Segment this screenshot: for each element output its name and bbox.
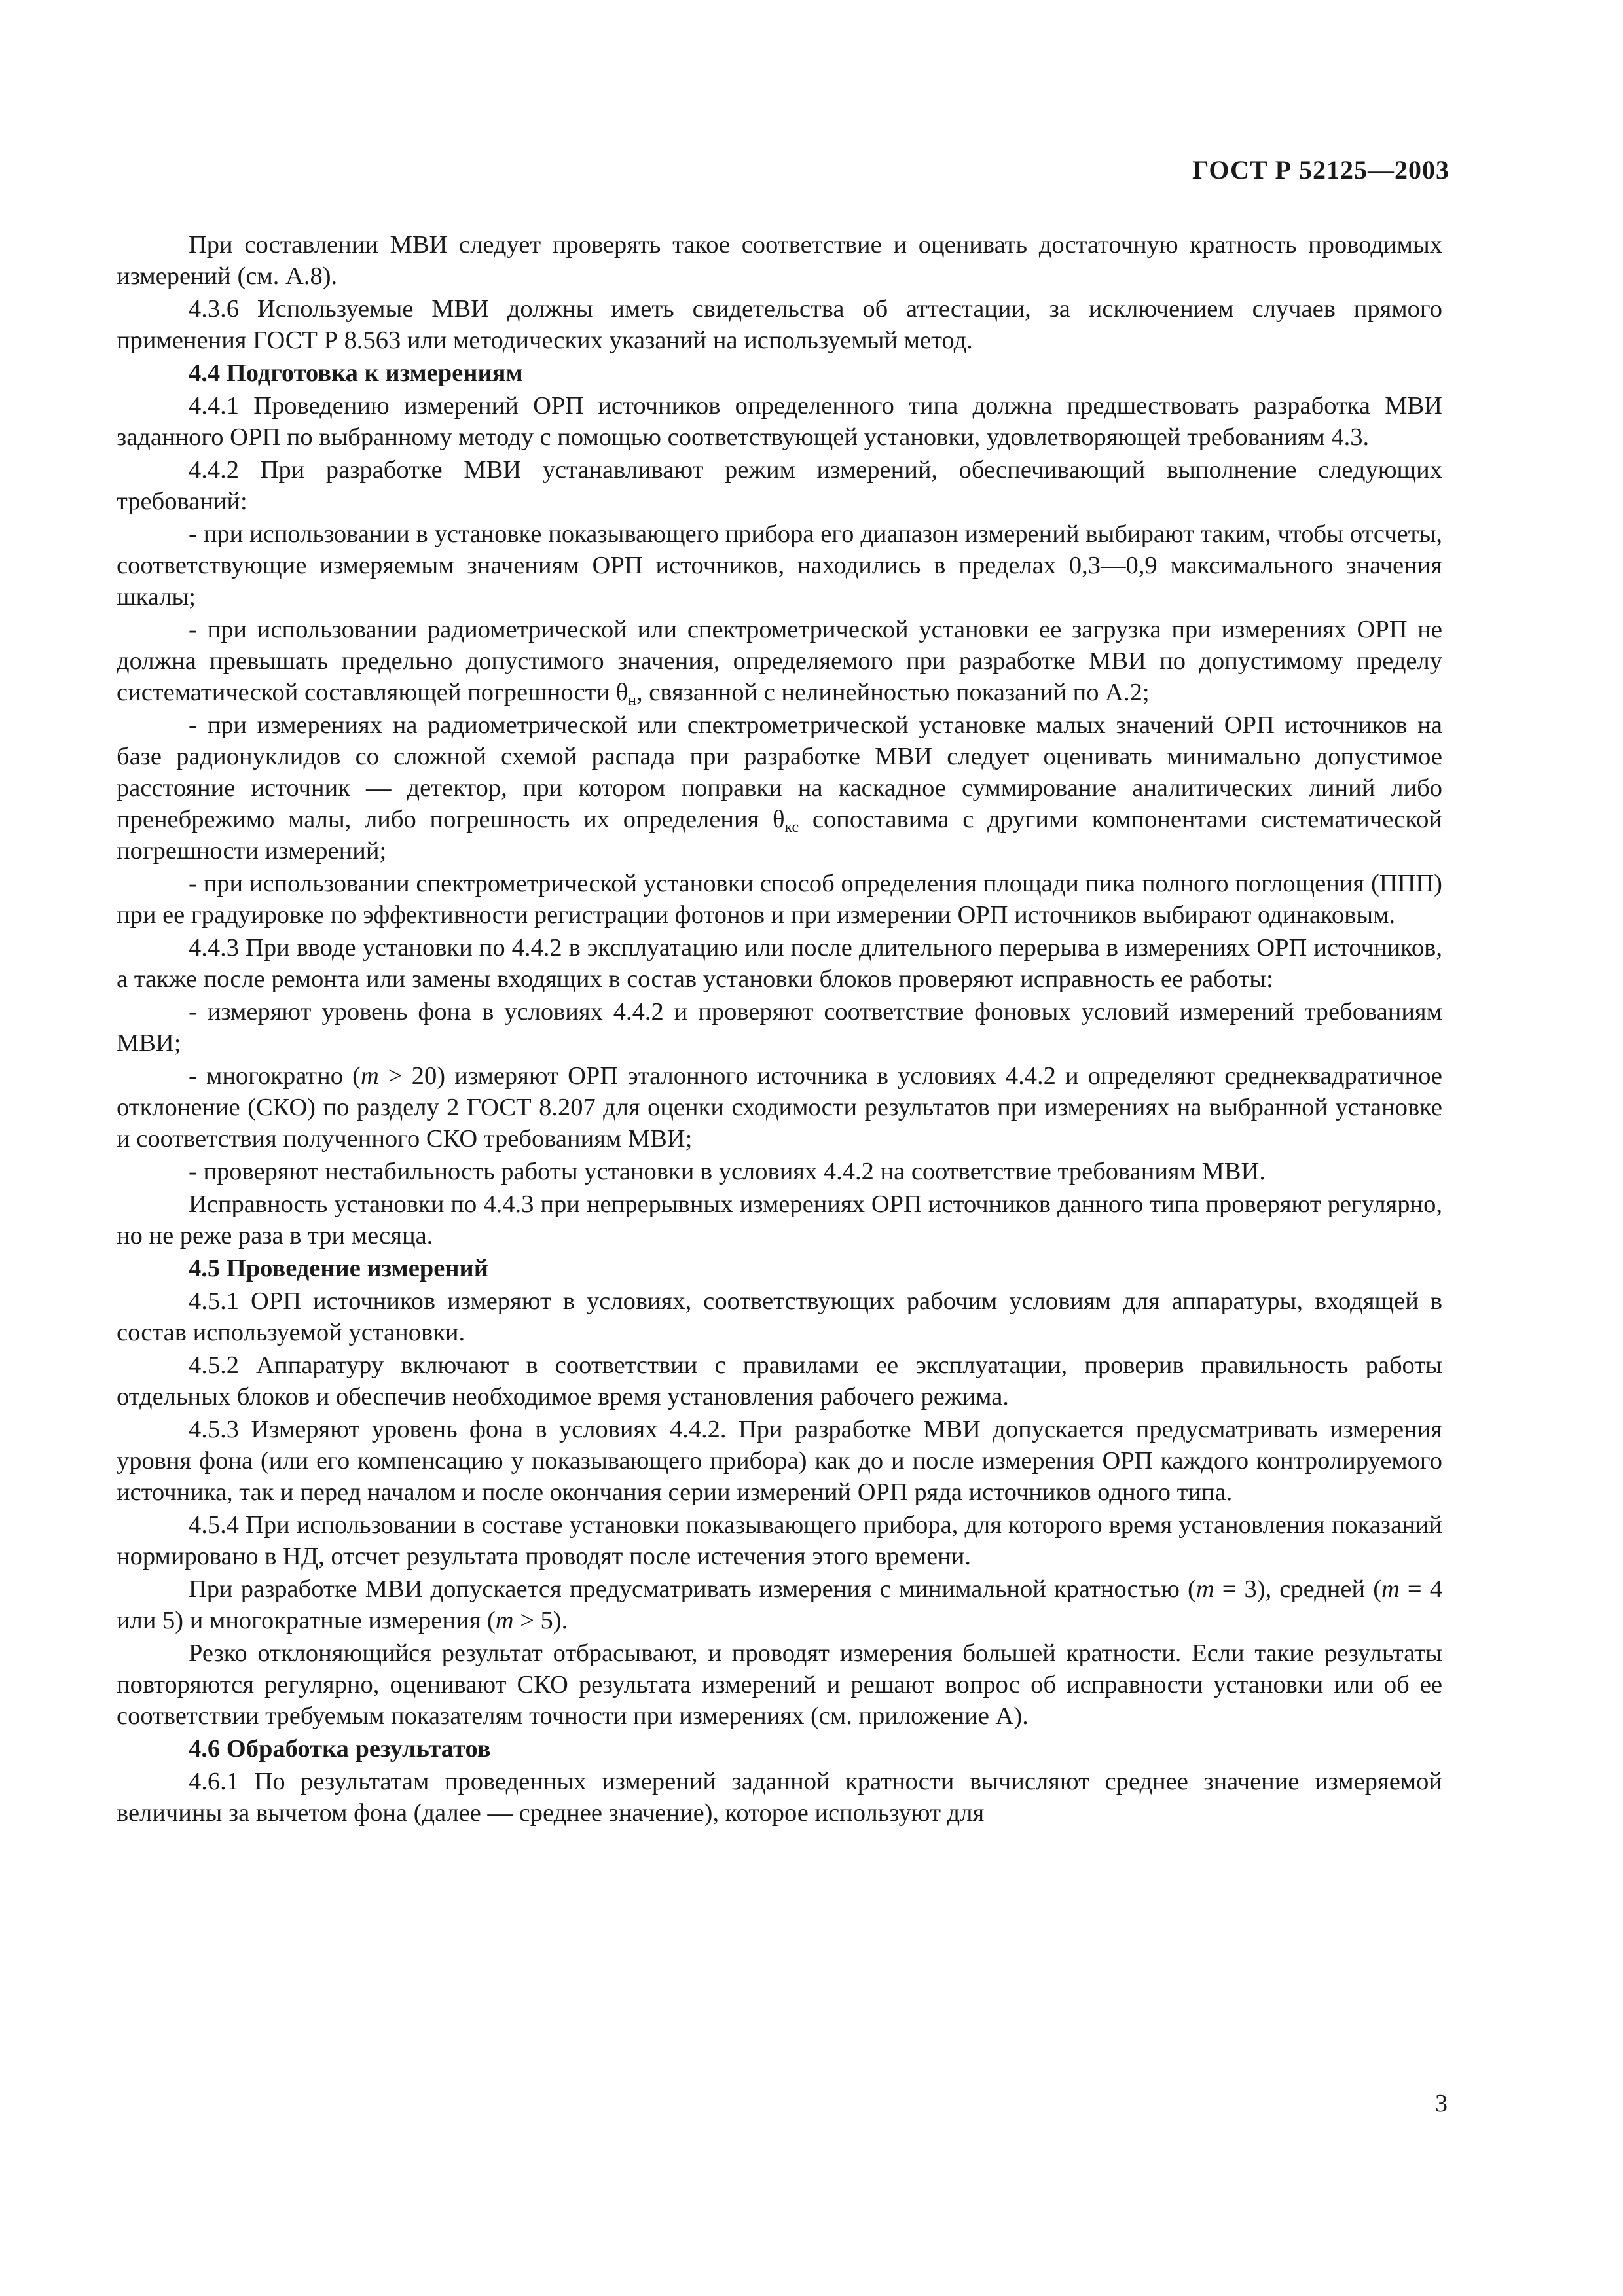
- paragraph: [117, 1573, 1442, 1636]
- section-heading: 4.6 Обработка результатов: [189, 1735, 491, 1763]
- list-item: - при использовании спектрометрической установки способ определения площади пика полного поглощения (ППП) при ее градуировке по эффективности регистрации фотонов и при измерении ОРП источников выбирают одинаковым.: [117, 870, 1442, 929]
- math-variable: m: [360, 1062, 379, 1090]
- list-item: [117, 1060, 1442, 1155]
- list-item: - измеряют уровень фона в условиях 4.4.2 и проверяют соответствие фоновых условий измерений требованиям МВИ;: [117, 998, 1442, 1057]
- document-body: [117, 229, 1442, 1830]
- paragraph: 4.5.2 Аппаратуру включают в соответствии с правилами ее эксплуатации, проверив правильность работы отдельных блоков и обеспечив необходимое время установления рабочего режима.: [117, 1352, 1442, 1410]
- section-heading: 4.4 Подготовка к измерениям: [189, 359, 523, 387]
- page-number: 3: [1435, 2090, 1448, 2117]
- section-heading: 4.5 Проведение измерений: [189, 1255, 488, 1282]
- text-run: - при использовании радиометрической или спектрометрической установки ее загрузка при измерениях ОРП не должна превышать предельно допустимого значения, определяемого при разработке МВИ по допустимому пределу систематической составляющей погрешности θ: [117, 616, 1442, 706]
- subscript: кс: [784, 819, 799, 836]
- list-item: - проверяют нестабильность работы установки в условиях 4.4.2 на соответствие требованиям МВИ.: [189, 1158, 1266, 1185]
- paragraph: 4.5.3 Измеряют уровень фона в условиях 4.4.2. При разработке МВИ допускается предусматривать измерения уровня фона (или его компенсацию у показывающего прибора) как до и после измерения ОРП каждого контролируемого источника, так и перед началом и после окончания серии измерений ОРП ряда источников одного типа.: [117, 1416, 1442, 1506]
- text-run: сопоставима с другими компонентами систематической погрешности измерений;: [117, 806, 1443, 865]
- text-run: При разработке МВИ допускается предусматривать измерения с минимальной кратностью (: [189, 1575, 1196, 1603]
- text-run: - многократно (: [189, 1062, 361, 1090]
- math-variable: m: [1195, 1575, 1214, 1603]
- text-run: , связанной с нелинейностью показаний по А.2;: [636, 679, 1150, 706]
- list-item: [117, 709, 1442, 867]
- paragraph: 4.5.4 При использовании в составе установки показывающего прибора, для которого время установления показаний нормировано в НД, отсчет результата проводят после истечения этого времени.: [117, 1511, 1442, 1570]
- document-header: ГОСТ Р 52125—2003: [1192, 155, 1450, 185]
- paragraph: При составлении МВИ следует проверять такое соответствие и оценивать достаточную кратность проводимых измерений (см. А.8).: [117, 231, 1442, 290]
- text-run: - при измерениях на радиометрической или спектрометрической установке малых значений ОРП источников на базе радионуклидов со сложной схемой распада при разработке МВИ следует оценивать минимально допустимое расстояние источник — детектор, при котором поправки на каскадное суммирование аналитических линий либо пренебрежимо малы, либо погрешность их определения θ: [117, 711, 1442, 833]
- list-item: - при использовании в установке показывающего прибора его диапазон измерений выбирают таким, чтобы отсчеты, соответствующие измеряемым значениям ОРП источников, находились в пределах 0,3—0,9 максимального значения шкалы;: [117, 520, 1442, 611]
- paragraph: 4.4.3 При вводе установки по 4.4.2 в эксплуатацию или после длительного перерыва в измерениях ОРП источников, а также после ремонта или замены входящих в состав установки блоков проверяют исправность ее работы:: [117, 934, 1442, 993]
- math-variable: m: [495, 1607, 514, 1634]
- paragraph: Исправность установки по 4.4.3 при непрерывных измерениях ОРП источников данного типа проверяют регулярно, но не реже раза в три месяца.: [117, 1191, 1442, 1249]
- paragraph: Резко отклоняющийся результат отбрасывают, и проводят измерения большей кратности. Если такие результаты повторяются регулярно, оценивают СКО результата измерений и решают вопрос об исправности установки или об ее соответствии требуемым показателям точности при измерениях (см. приложение А).: [117, 1640, 1442, 1730]
- math-variable: m: [1381, 1575, 1400, 1603]
- paragraph: 4.5.1 ОРП источников измеряют в условиях, соответствующих рабочим условиям для аппаратуры, входящей в состав используемой установки.: [117, 1287, 1442, 1346]
- paragraph: 4.6.1 По результатам проведенных измерений заданной кратности вычисляют среднее значение измеряемой величины за вычетом фона (далее — среднее значение), которое используют для: [117, 1768, 1442, 1827]
- paragraph: 4.4.2 При разработке МВИ устанавливают режим измерений, обеспечивающий выполнение следующих требований:: [117, 456, 1442, 515]
- text-run: > 20) измеряют ОРП эталонного источника в условиях 4.4.2 и определяют среднеквадратичное отклонение (СКО) по разделу 2 ГОСТ 8.207 для оценки сходимости результатов при измерениях на выбранной установке и соответствия полученного СКО требованиям МВИ;: [117, 1062, 1443, 1153]
- text-run: > 5).: [513, 1607, 568, 1634]
- text-run: = 4 или 5) и многократные измерения (: [117, 1575, 1442, 1634]
- list-item: [117, 614, 1442, 708]
- paragraph: 4.3.6 Используемые МВИ должны иметь свидетельства об аттестации, за исключением случаев прямого применения ГОСТ Р 8.563 или методических указаний на используемый метод.: [117, 295, 1442, 354]
- paragraph: 4.4.1 Проведению измерений ОРП источников определенного типа должна предшествовать разработка МВИ заданного ОРП по выбранному методу с помощью соответствующей установки, удовлетворяющей требованиям 4.3.: [117, 392, 1442, 451]
- text-run: = 3), средней (: [1214, 1575, 1382, 1603]
- subscript: н: [628, 692, 636, 709]
